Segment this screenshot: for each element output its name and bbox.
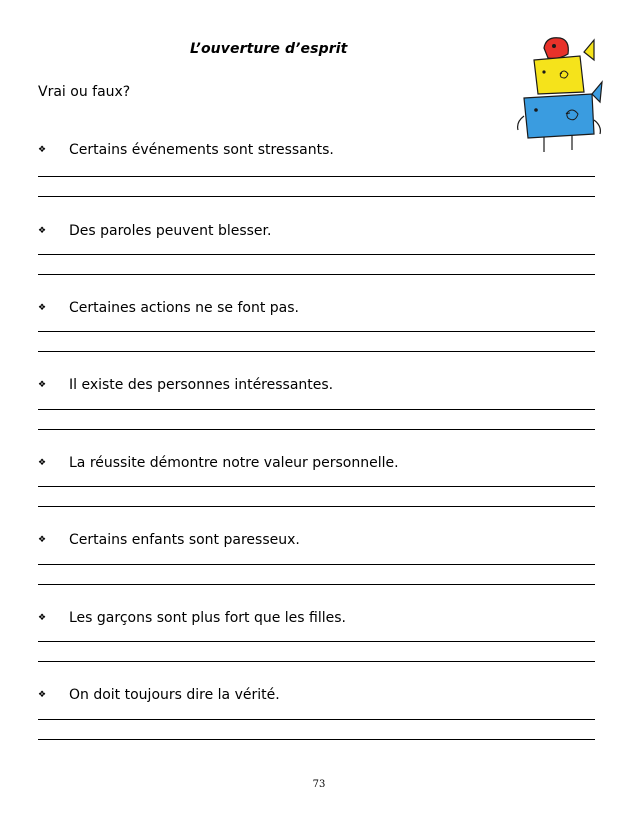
- statement-text: On doit toujours dire la vérité.: [69, 687, 280, 703]
- statement-item: [38, 223, 598, 243]
- statement-text: La réussite démontre notre valeur personnelle.: [69, 455, 399, 471]
- statement-item: [38, 142, 598, 162]
- statement-text: Certains enfants sont paresseux.: [69, 532, 300, 548]
- answer-line[interactable]: [38, 641, 595, 642]
- answer-line[interactable]: [38, 331, 595, 332]
- diamond-bullet-icon: [38, 228, 44, 234]
- statement-text: Certaines actions ne se font pas.: [69, 300, 299, 316]
- diamond-bullet-icon: [38, 382, 44, 388]
- diamond-bullet-icon: [38, 460, 44, 466]
- statement-text: Certains événements sont stressants.: [69, 142, 334, 158]
- statement-text: Il existe des personnes intéressantes.: [69, 377, 334, 393]
- stacked-character-illustration: [508, 30, 608, 158]
- answer-line[interactable]: [38, 739, 595, 740]
- diamond-bullet-icon: [38, 537, 44, 543]
- answer-line[interactable]: [38, 661, 595, 662]
- answer-line[interactable]: [38, 506, 595, 507]
- answer-line[interactable]: [38, 719, 595, 720]
- diamond-bullet-icon: [38, 615, 44, 621]
- diamond-bullet-icon: [38, 147, 44, 153]
- instructions-label: Vrai ou faux?: [38, 84, 131, 100]
- statement-text: Les garçons sont plus fort que les filles.: [69, 610, 346, 626]
- statement-item: [38, 377, 598, 397]
- statement-item: [38, 455, 598, 475]
- page-title: L’ouverture d’esprit: [190, 41, 348, 57]
- answer-line[interactable]: [38, 351, 595, 352]
- answer-line[interactable]: [38, 274, 595, 275]
- answer-line[interactable]: [38, 409, 595, 410]
- answer-line[interactable]: [38, 486, 595, 487]
- diamond-bullet-icon: [38, 305, 44, 311]
- statement-item: [38, 687, 598, 707]
- statement-item: [38, 610, 598, 630]
- answer-line[interactable]: [38, 584, 595, 585]
- statement-item: [38, 300, 598, 320]
- answer-line[interactable]: [38, 176, 595, 177]
- answer-line[interactable]: [38, 429, 595, 430]
- statement-text: Des paroles peuvent blesser.: [69, 223, 272, 239]
- page-number: 73: [312, 779, 326, 790]
- answer-line[interactable]: [38, 254, 595, 255]
- diamond-bullet-icon: [38, 692, 44, 698]
- answer-line[interactable]: [38, 564, 595, 565]
- statement-item: [38, 532, 598, 552]
- answer-line[interactable]: [38, 196, 595, 197]
